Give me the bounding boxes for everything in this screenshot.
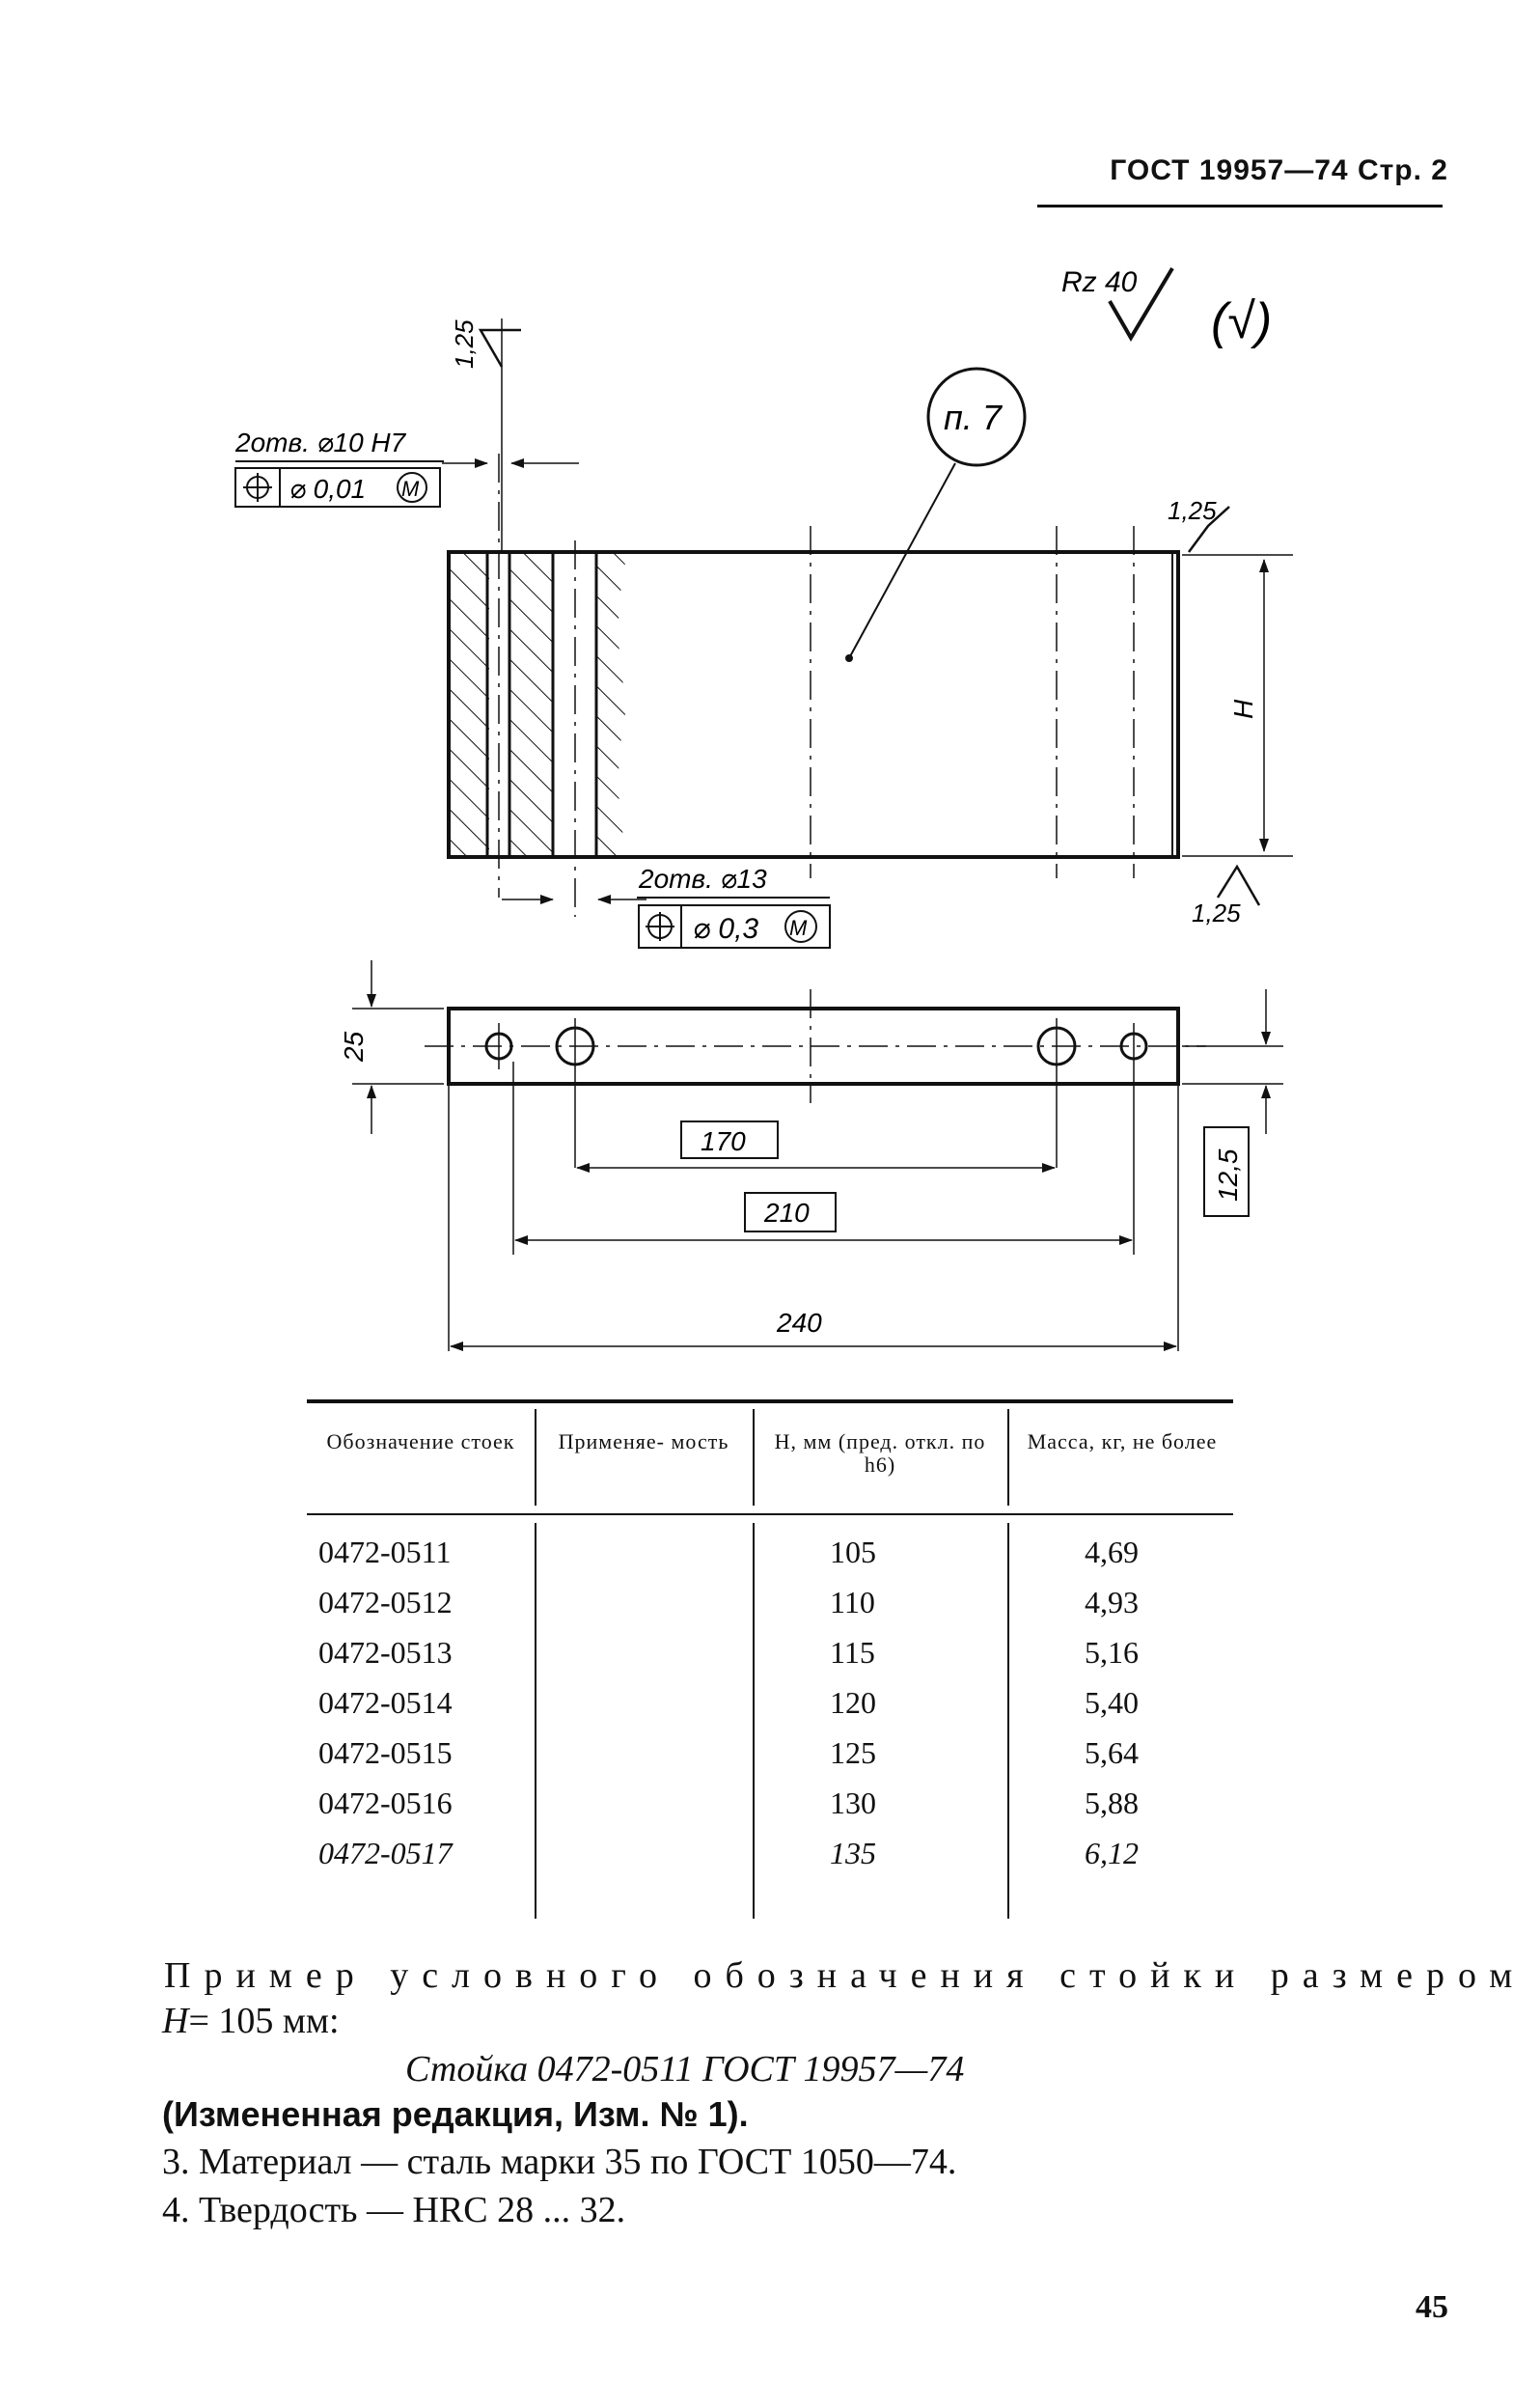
table-cell-mass: 5,16 <box>1085 1635 1139 1670</box>
callout-label: п. 7 <box>944 398 1002 437</box>
page-header: ГОСТ 19957—74 Стр. 2 <box>1110 154 1448 186</box>
table-col-divider <box>535 1409 536 1506</box>
table-col-divider <box>753 1523 755 1919</box>
example-line2 <box>162 2000 340 2042</box>
table-header-usage: Применяе- мость <box>558 1429 729 1453</box>
table-cell-H: 135 <box>830 1836 876 1870</box>
roughness-125-top: 1,25 <box>1168 496 1217 525</box>
table-cell-H: 130 <box>830 1785 876 1820</box>
dim-25-label: 25 <box>339 1031 369 1062</box>
dim-210-label: 210 <box>764 1198 810 1228</box>
table-cell-H: 110 <box>830 1585 875 1619</box>
dim-210 <box>515 1193 1132 1240</box>
page-number: 45 <box>1416 2289 1448 2325</box>
table-header-mass: Масса, кг, не более <box>1027 1429 1218 1453</box>
table-cell-designation: 0472-0512 <box>318 1585 453 1619</box>
table-cell-designation: 0472-0516 <box>318 1785 453 1820</box>
item-3-material: 3. Материал — сталь марки 35 по ГОСТ 1050—74. <box>162 2142 957 2182</box>
table-cell-designation: 0472-0511 <box>318 1535 452 1569</box>
roughness-label: Rz 40 <box>1061 266 1138 298</box>
designation-example: Стойка 0472-0511 ГОСТ 19957—74 <box>405 2049 965 2089</box>
example-H: H <box>162 2001 189 2041</box>
table-col-divider <box>1007 1523 1009 1919</box>
hole1-annotation <box>234 428 579 507</box>
dim-H <box>1182 555 1293 856</box>
callout-p7 <box>845 369 1025 662</box>
dim-170 <box>577 1121 1055 1168</box>
item-4-hardness: 4. Твердость — HRC 28 ... 32. <box>162 2190 626 2230</box>
table-header-h: H, мм (пред. откл. по h6) <box>774 1429 986 1477</box>
roughness-rest-label: (√) <box>1211 293 1273 349</box>
dim-240-label: 240 <box>777 1308 822 1338</box>
table-header-designation: Обозначение стоек <box>326 1429 515 1453</box>
dim-25 <box>339 960 444 1134</box>
hole1-label: 2отв. ⌀10 H7 <box>235 428 406 457</box>
example-value: = 105 мм: <box>188 2001 340 2041</box>
hole2-annotation <box>502 864 830 948</box>
roughness-symbol <box>1061 266 1272 349</box>
table-cell-mass: 6,12 <box>1085 1836 1139 1870</box>
table-cell-designation: 0472-0515 <box>318 1735 453 1770</box>
hole2-modifier: M <box>789 916 808 940</box>
table-col-divider <box>535 1523 536 1919</box>
hole2-label: 2отв. ⌀13 <box>639 864 767 894</box>
example-line1: Пример условного обозначения стойки размером <box>164 1955 1526 1996</box>
dim-240 <box>451 1308 1176 1346</box>
table-col-divider <box>1007 1409 1009 1506</box>
table-cell-designation: 0472-0513 <box>318 1635 453 1670</box>
hole2-tolerance: ⌀ 0,3 <box>693 913 759 945</box>
roughness-125-bottom: 1,25 <box>1192 899 1241 927</box>
table-header-rule <box>307 1513 1233 1515</box>
roughness-marks <box>450 318 1259 927</box>
roughness-125-left: 1,25 <box>450 319 479 369</box>
table-cell-mass: 5,40 <box>1085 1685 1139 1720</box>
table-cell-mass: 5,64 <box>1085 1735 1139 1770</box>
table-col-divider <box>753 1409 755 1506</box>
dim-12-5-label: 12,5 <box>1213 1148 1243 1202</box>
hole1-tolerance: ⌀ 0,01 <box>289 474 367 504</box>
table-cell-H: 120 <box>830 1685 876 1720</box>
table-cell-mass: 4,93 <box>1085 1585 1139 1619</box>
table-cell-designation: 0472-0517 <box>318 1836 453 1870</box>
front-view <box>449 454 1178 917</box>
dim-12-5 <box>1182 989 1283 1216</box>
table-cell-H: 105 <box>830 1535 876 1569</box>
hole1-modifier: M <box>401 477 420 501</box>
table-top-rule <box>307 1399 1233 1403</box>
dim-H-label: H <box>1228 699 1258 719</box>
table-cell-H: 115 <box>830 1635 875 1670</box>
table-cell-designation: 0472-0514 <box>318 1685 453 1720</box>
racks-table <box>307 1399 1233 1921</box>
plan-view <box>425 989 1206 1351</box>
table-cell-mass: 4,69 <box>1085 1535 1139 1569</box>
table-cell-mass: 5,88 <box>1085 1785 1139 1820</box>
table-cell-H: 125 <box>830 1735 876 1770</box>
dim-170-label: 170 <box>701 1126 746 1156</box>
amendment-note: (Измененная редакция, Изм. № 1). <box>162 2094 749 2134</box>
